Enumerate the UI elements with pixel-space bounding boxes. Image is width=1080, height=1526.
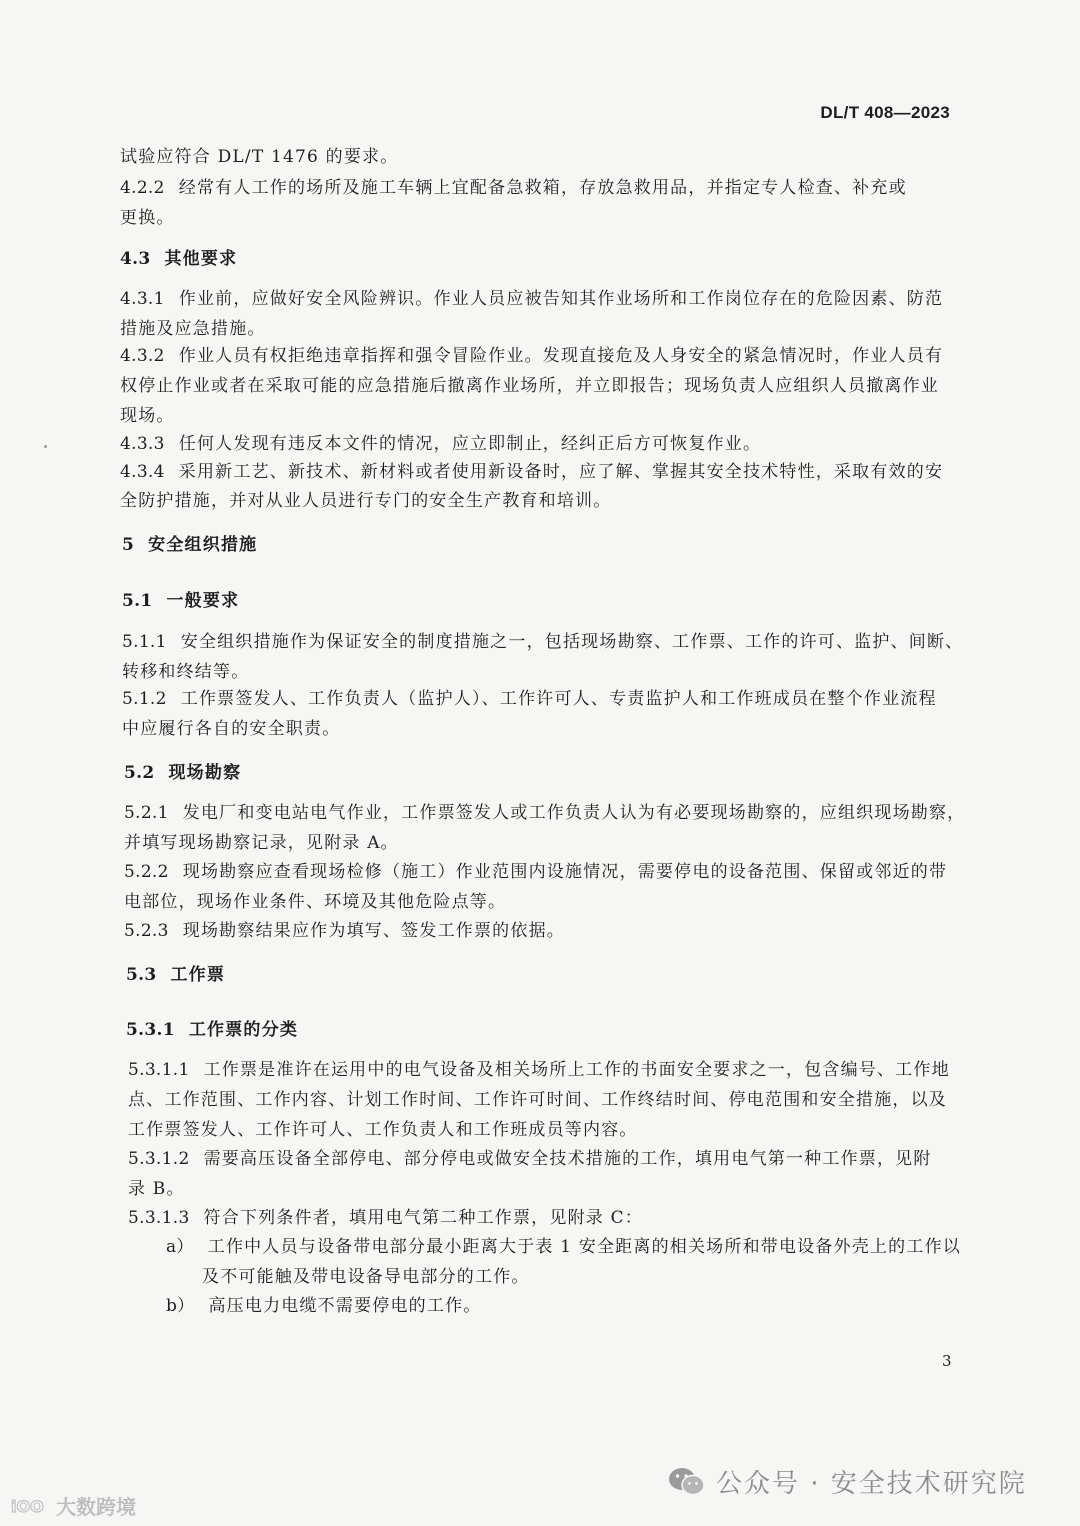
clause-4-2-2: 4.2.2 经常有人工作的场所及施工车辆上宜配备急救箱，存放急救用品，并指定专人检查、补充或 xyxy=(120,178,907,198)
text-line: 试验应符合 DL/T 1476 的要求。 xyxy=(120,147,399,167)
corner-watermark-text: 大数跨境 xyxy=(56,1495,136,1519)
channel-watermark xyxy=(668,1463,1027,1500)
clause-5-1-1: 5.1.1 安全组织措施作为保证安全的制度措施之一，包括现场勘察、工作票、工作的许可、监护、间断、 xyxy=(122,632,964,652)
section-heading-5-3-1: 5.3.1 工作票的分类 xyxy=(126,1020,299,1040)
section-heading-5-2: 5.2 现场勘察 xyxy=(124,763,242,783)
text-line: 工作票签发人、工作许可人、工作负责人和工作班成员等内容。 xyxy=(128,1120,638,1140)
clause-5-3-1-3: 5.3.1.3 符合下列条件者，填用电气第二种工作票，见附录 C： xyxy=(128,1208,643,1228)
clause-4-3-3: 4.3.3 任何人发现有违反本文件的情况，应立即制止，经纠正后方可恢复作业。 xyxy=(120,434,762,454)
doc-id-header: DL/T 408—2023 xyxy=(820,103,950,122)
section-heading-5: 5 安全组织措施 xyxy=(122,535,258,555)
clause-5-2-2: 5.2.2 现场勘察应查看现场检修（施工）作业范围内设施情况，需要停电的设备范围、保留或邻近的带 xyxy=(124,862,948,882)
channel-name: 公众号 · 安全技术研究院 xyxy=(716,1469,1027,1499)
svg-text:iOO: iOO xyxy=(11,1496,44,1516)
text-line: 录 B。 xyxy=(128,1179,185,1199)
text-line: 及不可能触及带电设备导电部分的工作。 xyxy=(202,1267,530,1287)
clause-5-1-2: 5.1.2 工作票签发人、工作负责人（监护人）、工作许可人、专责监护人和工作班成员在整个作业流程 xyxy=(122,689,937,709)
clause-5-2-3: 5.2.3 现场勘察结果应作为填写、签发工作票的依据。 xyxy=(124,921,565,941)
text-line: 权停止作业或者在采取可能的应急措施后撤离作业场所，并立即报告；现场负责人应组织人员撤离作业 xyxy=(120,376,939,396)
section-heading-5-3: 5.3 工作票 xyxy=(126,965,226,985)
text-line: 点、工作范围、工作内容、计划工作时间、工作许可时间、工作终结时间、停电范围和安全措施，以及 xyxy=(128,1090,947,1110)
clause-4-3-1: 4.3.1 作业前，应做好安全风险辨识。作业人员应被告知其作业场所和工作岗位存在的危险因素、防范 xyxy=(120,289,944,309)
clause-5-3-1-1: 5.3.1.1 工作票是准许在运用中的电气设备及相关场所上工作的书面安全要求之一，包含编号、工作地 xyxy=(128,1060,950,1080)
text-line: 更换。 xyxy=(120,208,175,228)
clause-5-2-1: 5.2.1 发电厂和变电站电气作业，工作票签发人或工作负责人认为有必要现场勘察的，应组织现场勘察， xyxy=(124,803,966,823)
text-line: 电部位，现场作业条件、环境及其他危险点等。 xyxy=(124,892,507,912)
section-heading-4-3: 4.3 其他要求 xyxy=(120,249,238,269)
clause-5-3-1-2: 5.3.1.2 需要高压设备全部停电、部分停电或做安全技术措施的工作，填用电气第一种工作票，见附 xyxy=(128,1149,932,1169)
list-item-b: b） 高压电力电缆不需要停电的工作。 xyxy=(166,1296,482,1316)
corner-watermark xyxy=(10,1491,136,1520)
brand-logo-icon xyxy=(10,1495,50,1517)
text-line: 中应履行各自的安全职责。 xyxy=(122,719,341,739)
text-line: 并填写现场勘察记录，见附录 A。 xyxy=(124,833,399,853)
text-line: 现场。 xyxy=(120,406,175,426)
scan-speck xyxy=(44,445,47,448)
clause-4-3-4: 4.3.4 采用新工艺、新技术、新材料或者使用新设备时，应了解、掌握其安全技术特性，采取有效的安 xyxy=(120,462,944,482)
section-heading-5-1: 5.1 一般要求 xyxy=(122,591,240,611)
text-line: 转移和终结等。 xyxy=(122,662,250,682)
text-line: 措施及应急措施。 xyxy=(120,319,266,339)
page-number: 3 xyxy=(942,1352,952,1370)
clause-4-3-2: 4.3.2 作业人员有权拒绝违章指挥和强令冒险作业。发现直接危及人身安全的紧急情况时，作业人员有 xyxy=(120,346,944,366)
wechat-icon xyxy=(668,1466,706,1498)
list-item-a: a） 工作中人员与设备带电部分最小距离大于表 1 安全距离的相关场所和带电设备外壳上的工作以 xyxy=(166,1237,961,1257)
text-line: 全防护措施，并对从业人员进行专门的安全生产教育和培训。 xyxy=(120,491,612,511)
